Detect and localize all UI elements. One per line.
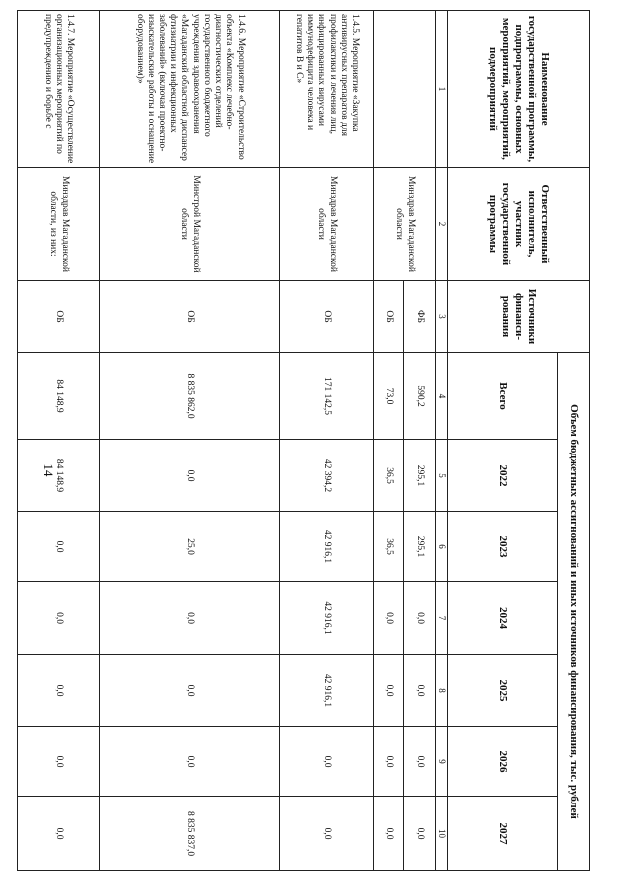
- column-index: 4: [436, 353, 448, 440]
- year-value-cell: 0,0: [374, 655, 404, 727]
- table-row: [100, 11, 280, 871]
- measure-name: 1.4.6. Мероприятие «Строительство объекта «Комплекс лечебно-диагностических отделений государственного бюджетного учреждения здравоохранения «Магаданский областной диспансер фтизиатрии и инфекционных заболеваний» (включая проектно-изыскательские работы и оснащение оборудованием)»: [100, 11, 280, 168]
- year-value-cell: 36,5: [374, 512, 404, 582]
- table-row: [404, 11, 436, 871]
- header-year: 2025: [448, 655, 558, 727]
- year-value-cell: 42 916,1: [280, 582, 374, 655]
- table-row: [18, 11, 100, 871]
- year-value-cell: 0,0: [18, 727, 100, 797]
- year-value-cell: 42 394,2: [280, 440, 374, 512]
- header-year: 2026: [448, 727, 558, 797]
- year-value-cell: 0,0: [18, 797, 100, 871]
- year-value-cell: 0,0: [100, 727, 280, 797]
- year-value-cell: 295,1: [404, 512, 436, 582]
- source-cell: ОБ: [18, 281, 100, 353]
- measure-name: [374, 11, 436, 168]
- year-value-cell: 0,0: [404, 582, 436, 655]
- header-year: 2022: [448, 440, 558, 512]
- year-value-cell: 0,0: [374, 727, 404, 797]
- financing-table: [17, 10, 590, 871]
- source-cell: ОБ: [100, 281, 280, 353]
- year-value-cell: 0,0: [100, 440, 280, 512]
- total-cell: 171 142,5: [280, 353, 374, 440]
- year-value-cell: 36,5: [374, 440, 404, 512]
- source-cell: ОБ: [280, 281, 374, 353]
- year-value-cell: 84 148,9: [18, 440, 100, 512]
- year-value-cell: 0,0: [374, 797, 404, 871]
- year-value-cell: 25,0: [100, 512, 280, 582]
- year-value-cell: 0,0: [374, 582, 404, 655]
- header-year: 2027: [448, 797, 558, 871]
- header-total: Всего: [448, 353, 558, 440]
- column-index: 2: [436, 168, 448, 281]
- year-value-cell: 0,0: [280, 727, 374, 797]
- year-value-cell: 295,1: [404, 440, 436, 512]
- year-value-cell: 0,0: [18, 582, 100, 655]
- total-cell: 73,0: [374, 353, 404, 440]
- header-volume: Объем бюджетных ассигнований и иных источников финансирования, тыс. рублей: [558, 353, 590, 871]
- header-executor: Ответственный исполнитель, участник государственной программы: [448, 168, 590, 281]
- column-index: 10: [436, 797, 448, 871]
- column-index: 5: [436, 440, 448, 512]
- year-value-cell: 0,0: [100, 655, 280, 727]
- column-index: 3: [436, 281, 448, 353]
- year-value-cell: 0,0: [404, 655, 436, 727]
- year-value-cell: 42 916,1: [280, 512, 374, 582]
- year-value-cell: 42 916,1: [280, 655, 374, 727]
- year-value-cell: 0,0: [404, 727, 436, 797]
- column-index: 6: [436, 512, 448, 582]
- year-value-cell: 8 835 837,0: [100, 797, 280, 871]
- column-index-row: [436, 11, 448, 871]
- column-index: 7: [436, 582, 448, 655]
- header-name: Наименование государственной программы, подпрограммы, основных мероприятий, мероприятий, подмероприятий: [448, 11, 590, 168]
- header-year: 2023: [448, 512, 558, 582]
- measure-name: 1.4.7. Мероприятие «Осуществление организационных мероприятий по предупреждению и борьбе с: [18, 11, 100, 168]
- executor-cell: Минстрой Магаданской области: [100, 168, 280, 281]
- source-cell: ФБ: [404, 281, 436, 353]
- page-number: 14: [41, 463, 56, 477]
- executor-cell: Минздрав Магаданской области: [280, 168, 374, 281]
- header-source: Источники финанси-рования: [448, 281, 590, 353]
- table-row: [280, 11, 374, 871]
- rotated-content: [41, 10, 590, 870]
- year-value-cell: 0,0: [404, 797, 436, 871]
- measure-name: 1.4.5. Мероприятие «Закупка антивирусных препаратов для профилактики и лечения лиц, инфицированных вирусами иммунодефицита человека и гепатитов В и С»: [280, 11, 374, 168]
- year-value-cell: 0,0: [18, 512, 100, 582]
- year-value-cell: 0,0: [18, 655, 100, 727]
- column-index: 1: [436, 11, 448, 168]
- year-value-cell: 0,0: [280, 797, 374, 871]
- header-year: 2024: [448, 582, 558, 655]
- source-cell: ОБ: [374, 281, 404, 353]
- total-cell: 8 835 862,0: [100, 353, 280, 440]
- column-index: 8: [436, 655, 448, 727]
- column-index: 9: [436, 727, 448, 797]
- year-value-cell: 0,0: [100, 582, 280, 655]
- total-cell: 590,2: [404, 353, 436, 440]
- executor-cell: Минздрав Магаданской области, из них:: [18, 168, 100, 281]
- total-cell: 84 148,9: [18, 353, 100, 440]
- executor-cell: Минздрав Магаданской области: [374, 168, 436, 281]
